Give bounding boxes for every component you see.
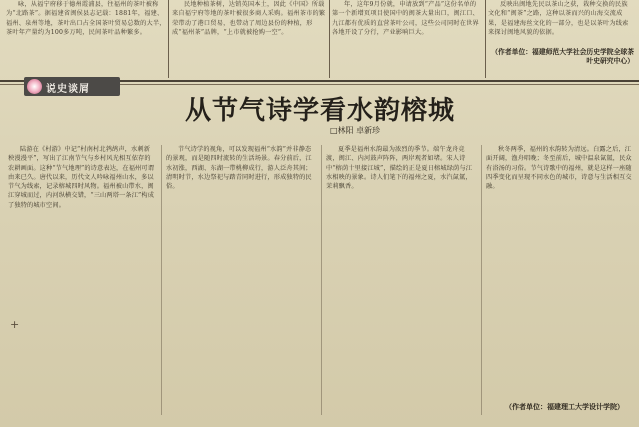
top-column-4 (488, 0, 634, 46)
top-column-text: 反映出闽地先民以茶山之获，栽种交换的民族文化和“闽茶”之路，这种以茶而兴的山海交流成果，是福建海丝文化的一部分，也是以茶叶为线索来探讨闽地风貌的依据。 (488, 1, 629, 37)
body-column-3 (326, 145, 476, 405)
section-tag (24, 77, 120, 96)
column-divider (161, 145, 162, 415)
column-divider (321, 145, 322, 415)
article-title: 从节气诗学看水韵榕城 (184, 96, 455, 126)
body-column-1 (8, 145, 156, 405)
top-column-text: 咏，从福宁府移于德州霞浦县，往福州的茶叶被称为“北路茶”。据福建省闽侯县志记载：1881年，福建、福州、泉州等地，茶叶出口占全国茶叶贸易总数的大半，茶叶年产量约为100多万吨，民间茶叶品种繁多。 (6, 1, 166, 37)
column-divider (481, 145, 482, 415)
top-column-2 (172, 0, 327, 80)
top-column-text: 年，这年9月份就，申请放到“产品”这份名单的第一个新增页项目使国中的闽茶大量出口，闽江口、九江都有优质的直营茶叶公司，这些公司同时在世界各地开设了分行，产业影响巨大。 (332, 1, 479, 37)
body-paragraph: 陆游在《村游》中记“村南村北鹁鸪声，水刺新秧漫漫平”，写出了江南节气与乡村风光相互依存的农耕画面。这种“节气地理”的诗意表达，在福州可谓由来已久。唐代以来，历代文人吟咏福州山水，多以节气为线索，记录榕城四时风物。福州被山带水，闽江穿城而过，内河纵横交错，“三山两塔一条江”构成了独特的城市空间。 (8, 146, 155, 209)
bottom-author-affiliation: （作者单位：福建理工大学设计学院） (505, 402, 624, 411)
top-column-3 (332, 0, 482, 80)
body-paragraph: 秋冬两季，福州的水韵转为清远。白露之后，江面开阔，渔舟唱晚；冬至前后，城中温泉氤氲，民众有浴汤的习俗。节气诗歌中的福州，就是这样一座随四季变化而呈现不同水色的城市，诗意与生活相互交融。 (486, 146, 632, 191)
column-divider (168, 0, 169, 78)
section-tag-label: 说史谈屑 (46, 84, 90, 95)
column-divider (485, 0, 486, 78)
top-column-1 (6, 0, 166, 80)
body-column-4 (486, 145, 632, 397)
flower-icon (27, 79, 42, 94)
top-column-text: 民地种植茶树，达销英国本土，因此《中国》所载来自福宁府等地的茶叶被很多商人采购。福州茶市的繁荣带动了港口贸易，也带动了周边县份的种植，形成“福州茶”品牌，“上市就被抢购一空”。 (172, 1, 326, 37)
body-column-2 (166, 145, 316, 405)
body-paragraph: 夏季是福州水韵最为浓烈的季节。端午龙舟竞渡，闽江、内河鼓声阵阵，两岸观者如堵。宋人诗中“榕荫十里接江城”，描绘的正是夏日榕城绿荫与江水相映的景象。诗人们笔下的福州之夏，水汽氤氲，茉莉飘香。 (326, 146, 473, 191)
column-divider (329, 0, 330, 78)
body-paragraph: 节气诗学的视角，可以发现福州“水韵”并非静态的景观，而是随四时流转的生活场景。春分前后，江水初涨，西湖、东湖一带桃柳成行，游人泛舟其间；清明时节，水边祭祀与踏青同时进行，形成独特的民俗。 (166, 146, 312, 191)
crop-mark-icon: + (10, 318, 20, 331)
top-author-affiliation (488, 48, 634, 66)
top-author-affiliation-text: （作者单位：福建师范大学社会历史学院全球茶叶史研究中心） (491, 48, 634, 65)
article-byline: □林阳 卓新珍 (330, 126, 381, 135)
